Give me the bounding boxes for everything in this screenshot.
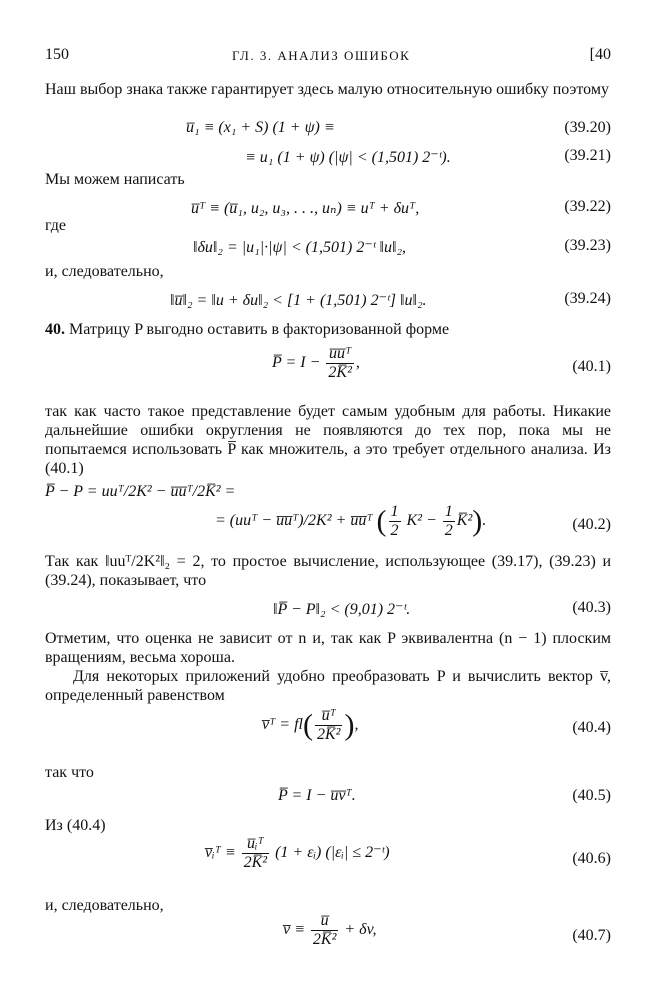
numerator: u̅ᵀ [315, 707, 342, 726]
left-paren: ( [376, 504, 387, 538]
fraction [315, 707, 342, 744]
section-40-intro [45, 320, 611, 339]
fraction [242, 835, 269, 872]
equation-number-39-21: (39.21) [564, 147, 611, 164]
numerator: u̅ᵢᵀ [242, 835, 269, 854]
right-paren: ) [344, 708, 355, 742]
left-paren: ( [302, 708, 313, 742]
equation-39-22: u̅ᵀ ≡ (u̅₁, u₂, u₃, . . ., uₙ) ≡ uᵀ + δuᵀ, [191, 200, 420, 217]
denominator: 2 [390, 522, 399, 539]
denominator: 2 [444, 522, 453, 539]
denominator: 2K̅² [243, 854, 268, 871]
paragraph-so-that: так что [45, 764, 94, 781]
paragraph-some-applications: Для некоторых приложений удобно преобразовать P и вычислить вектор v̅, определенный равенством [45, 668, 611, 704]
equation-40-2-line1: P̅ − P = uuᵀ/2K² − u̅u̅ᵀ/2K̅² = [45, 483, 236, 500]
equation-40-6-lhs: v̅ᵢᵀ ≡ [205, 844, 236, 862]
equation-number-40-7: (40.7) [572, 927, 611, 944]
equation-39-24: ‖u̅‖₂ = ‖u + δu‖₂ < [1 + (1,501) 2⁻ᵗ] ‖u‖₂. [170, 292, 427, 309]
section-ref: [40 [589, 46, 611, 63]
numerator: u̅u̅ᵀ [326, 345, 353, 364]
paragraph-intro: Наш выбор знака также гарантирует здесь малую относительную ошибку поэтому [45, 81, 609, 98]
paragraph-where: где [45, 217, 67, 234]
equation-tail: + δv, [344, 921, 377, 939]
denominator: 2K̅² [316, 726, 341, 743]
equation-number-40-5: (40.5) [572, 787, 611, 804]
equation-40-4-lhs: v̅ᵀ = fl [262, 716, 303, 734]
denominator: 2K̅² [312, 931, 337, 948]
equation-tail: , [355, 354, 360, 372]
equation-40-2-lhs: = (uuᵀ − u̅u̅ᵀ)/2K² + u̅u̅ᵀ [215, 512, 373, 530]
equation-number-40-4: (40.4) [572, 719, 611, 736]
paragraph-we-can-write: Мы можем написать [45, 171, 185, 188]
fraction-half-1 [389, 503, 401, 540]
equation-40-5: P̅ = I − u̅v̅ᵀ. [278, 787, 356, 804]
section-40-text: Матрицу P выгодно оставить в факторизованной форме [69, 321, 450, 338]
equation-40-7-lhs: v̅ ≡ [283, 921, 305, 939]
section-number: 40. [45, 321, 65, 338]
equation-number-40-2: (40.2) [572, 516, 611, 533]
equation-number-39-22: (39.22) [564, 198, 611, 215]
equation-mid: K² − [406, 512, 437, 530]
equation-number-39-23: (39.23) [564, 237, 611, 254]
equation-tail: , [354, 716, 359, 734]
equation-40-4 [262, 707, 358, 744]
paragraph-factorized-form: так как часто такое представление будет самым удобным для работы. Никакие дальнейшие ошибки округления не появляются до тех пор, пока мы не попытаемся использовать P̅ как множитель, а это требует отдельного анализа. Из (40.1) [45, 403, 611, 477]
equation-number-40-3: (40.3) [572, 599, 611, 616]
equation-40-1 [272, 345, 360, 382]
page-number: 150 [45, 46, 69, 63]
equation-40-6 [205, 835, 390, 872]
equation-number-40-1: (40.1) [572, 358, 611, 375]
equation-40-7 [283, 912, 377, 949]
equation-39-23: ‖δu‖₂ = |u₁|·|ψ| < (1,501) 2⁻ᵗ ‖u‖₂, [193, 239, 407, 256]
equation-39-20: u̅₁ ≡ (x₁ + S) (1 + ψ) ≡ [186, 119, 335, 136]
equation-tail: . [482, 512, 487, 530]
paragraph-from-40-4: Из (40.4) [45, 817, 106, 834]
paragraph-simple-computation: Так как ‖uuᵀ/2K²‖₂ = 2, то простое вычисление, использующее (39.17), (39.23) и (39.24), показывает, что [45, 553, 611, 589]
equation-40-1-lhs: P̅ = I − [272, 354, 321, 372]
equation-39-21: ≡ u₁ (1 + ψ) (|ψ| < (1,501) 2⁻ᵗ). [245, 149, 451, 166]
fraction [311, 912, 338, 949]
denominator: 2K̅² [328, 364, 352, 381]
numerator: 1 [444, 503, 453, 520]
equation-tail: (1 + εᵢ) (|εᵢ| ≤ 2⁻ᵗ) [275, 844, 390, 862]
paragraph-estimate-note: Отметим, что оценка не зависит от n и, так как P эквивалентна (n − 1) плоским вращениям, весьма хороша. [45, 630, 611, 666]
equation-k-bar-squared: K̅² [456, 512, 473, 530]
fraction [326, 345, 353, 382]
right-paren: ) [472, 504, 483, 538]
equation-number-39-24: (39.24) [564, 290, 611, 307]
paragraph-consequently-1: и, следовательно, [45, 263, 164, 280]
equation-number-40-6: (40.6) [572, 850, 611, 867]
running-title: ГЛ. 3. АНАЛИЗ ОШИБОК [232, 48, 411, 63]
equation-40-2-line2 [215, 503, 486, 540]
fraction-half-2 [443, 503, 455, 540]
equation-number-39-20: (39.20) [564, 119, 611, 136]
equation-40-3: ‖P̅ − P‖₂ < (9,01) 2⁻ᵗ. [273, 601, 411, 618]
numerator: 1 [390, 503, 399, 520]
numerator: u̅ [311, 912, 338, 931]
paragraph-consequently-2: и, следовательно, [45, 897, 164, 914]
